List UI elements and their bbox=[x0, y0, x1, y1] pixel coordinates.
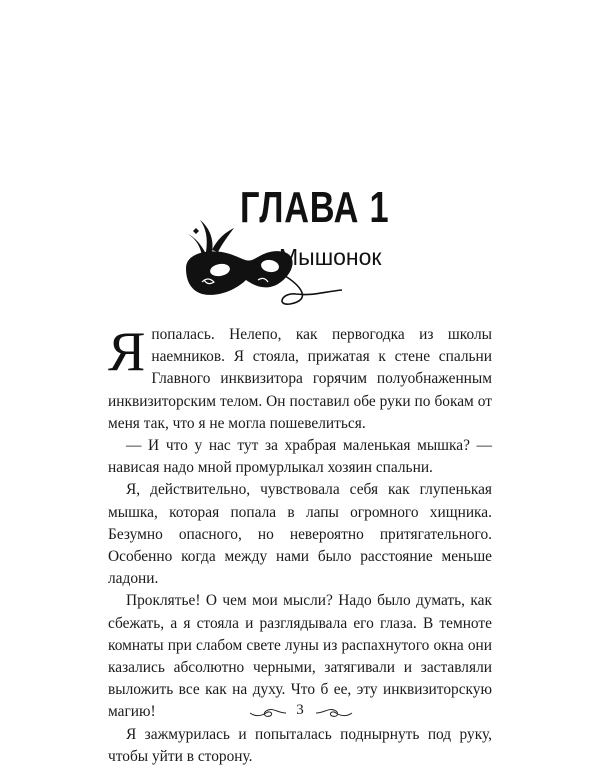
paragraph: Я зажмурилась и попыталась поднырнуть под руку, чтобы уйти в сторону. bbox=[108, 725, 492, 765]
chapter-header bbox=[0, 0, 600, 320]
paragraph: Проклятье! О чем мои мысли? Надо было думать, как сбежать, а я стояла и разглядывала его глаза. В темноте комнаты при слабом свете луны из распахнутого окна они казались абсолютно черными, затягивали и заставляли выложить все как на духу. Что б ее, эту инквизиторскую магию! bbox=[108, 592, 492, 721]
page-number: 3 bbox=[296, 702, 304, 718]
paragraph: — И что у нас тут за храбрая маленькая мышка? — нависая надо мной промурлыкал хозяин спальни. bbox=[108, 437, 492, 477]
page-footer bbox=[250, 700, 350, 730]
paragraph: Я, действительно, чувствовала себя как глупенькая мышка, которая попала в лапы огромного хищника. Безумно опасного, но невероятно притягательного. Особенно когда между нами было расстояние меньше ладони. bbox=[108, 481, 492, 588]
chapter-title: ГЛАВА 1 bbox=[240, 183, 390, 232]
paragraph: Я попалась. Нелепо, как первогодка из школы наемников. Я стояла, прижатая к стене спальни Главного инквизитора горячим полуобнаженным инквизиторским телом. Он поставил обе руки по бокам от меня так, что я не могла пошевелиться. bbox=[108, 321, 492, 432]
chapter-subtitle: Мышонок bbox=[279, 244, 382, 270]
scroll-flourish-icon bbox=[314, 706, 354, 720]
drop-cap: Я bbox=[108, 321, 146, 383]
